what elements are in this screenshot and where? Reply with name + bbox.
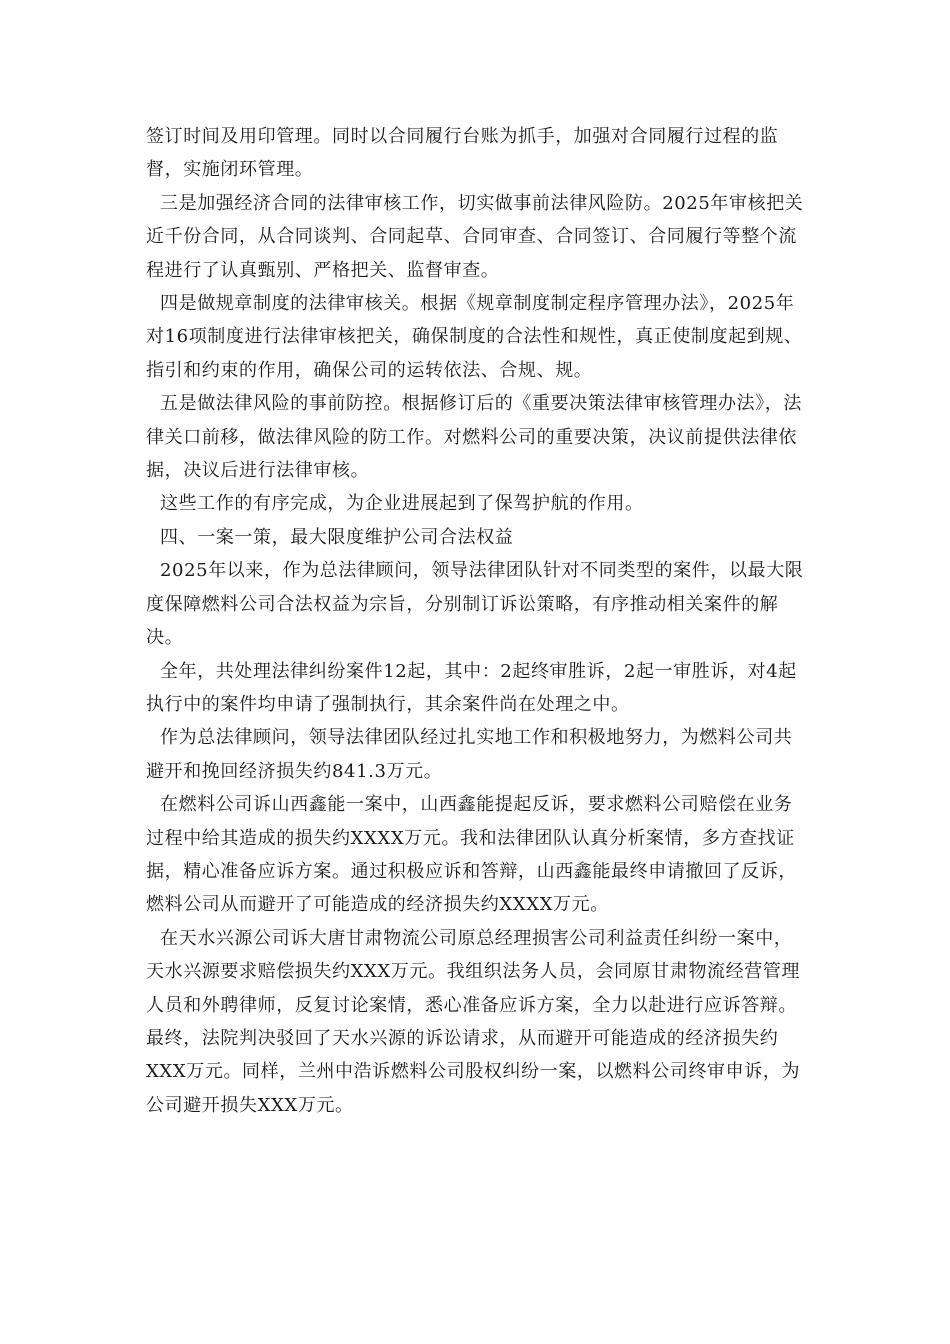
paragraph-loss-recovery: 作为总法律顾问，领导法律团队经过扎实地工作和积极地努力，为燃料公司共避开和挽回经济损失约841.3万元。 [146, 727, 793, 782]
paragraph-case-statistics: 全年，共处理法律纠纷案件12起，其中：2起终审胜诉，2起一审胜诉，对4起执行中的案件均申请了强制执行，其余案件尚在处理之中。 [146, 660, 797, 715]
paragraph-contract-management: 签订时间及用印管理。同时以合同履行台账为抓手，加强对合同履行过程的监督，实施闭环管理。 [146, 126, 779, 181]
paragraph-economic-contract-review: 三是加强经济合同的法律审核工作，切实做事前法律风险防。2025年审核把关近千份合同，从合同谈判、合同起草、合同审查、合同签订、合同履行等整个流程进行了认真甄别、严格把关、监督审查。 [146, 192, 804, 281]
paragraph-regulation-review: 四是做规章制度的法律审核关。根据《规章制度制定程序管理办法》，2025年对16项制度进行法律审核把关，确保制度的合法性和规性，真正使制度起到规、指引和约束的作用，确保公司的运转依法、合规、规。 [146, 293, 803, 381]
section-heading-case-strategy: 四、一案一策，最大限度维护公司合法权益 [160, 526, 514, 548]
paragraph-summary: 这些工作的有序完成，为企业进展起到了保驾护航的作用。 [160, 493, 644, 515]
paragraph-risk-prevention: 五是做法律风险的事前防控。根据修订后的《重要决策法律审核管理办法》，法律关口前移，做法律风险的防工作。对燃料公司的重要决策，决议前提供法律依据，决议后进行法律审核。 [146, 393, 802, 482]
paragraph-shanxi-xinneng-case: 在燃料公司诉山西鑫能一案中，山西鑫能提起反诉，要求燃料公司赔偿在业务过程中给其造成的损失约XXXX万元。我和法律团队认真分析案情，多方查找证据，精心准备应诉方案。通过积极应诉和答辩，山西鑫能最终申请撤回了反诉，燃料公司从而避开了可能造成的经济损失约XXXX万元。 [146, 794, 797, 916]
paragraph-tianshui-xingyuan-case: 在天水兴源公司诉大唐甘肃物流公司原总经理损害公司利益责任纠纷一案中，天水兴源要求赔偿损失约XXX万元。我组织法务人员，会同原甘肃物流经营管理人员和外聘律师，反复讨论案情，悉心准备应诉方案，全力以赴进行应诉答辩。最终，法院判决驳回了天水兴源的诉讼请求，从而避开可能造成的经济损失约XXX万元。同样，兰州中浩诉燃料公司股权纠纷一案，以燃料公司终审申诉，为公司避开损失XXX万元。 [146, 927, 801, 1116]
paragraph-case-strategy-intro: 2025年以来，作为总法律顾问，领导法律团队针对不同类型的案件，以最大限度保障燃料公司合法权益为宗旨，分别制订诉讼策略，有序推动相关案件的解决。 [146, 560, 804, 649]
document-page [146, 120, 806, 1122]
